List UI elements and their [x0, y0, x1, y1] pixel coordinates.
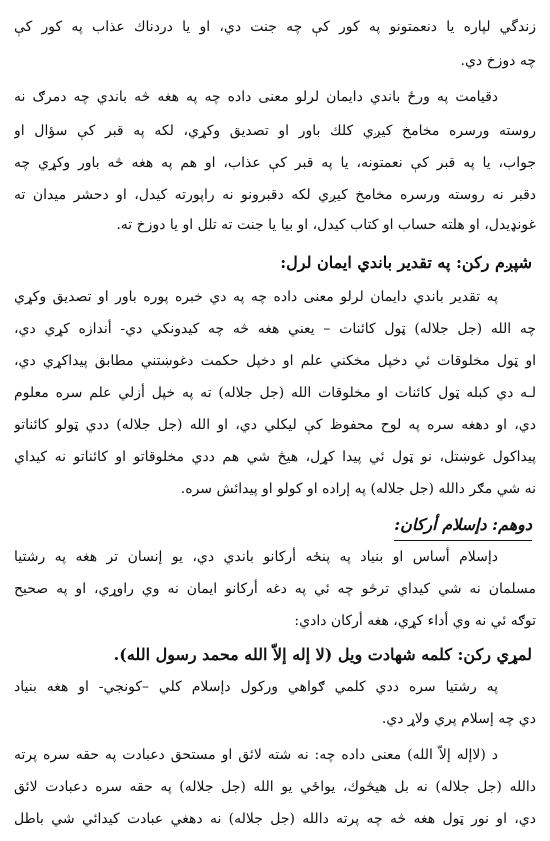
text-line: دقبر نه روسته ورسره مخامخ کيږي لکه دقبرونو نه راپورته کيدل، او دحشر ميدان ته — [14, 187, 536, 203]
text-line: او ټول مخلوقات ئي دخپل مخکني علم او دخپل حکمت دغوښتني مطابق پيداکړي دي، — [14, 353, 536, 369]
text-line: جواب، يا په قبر کې نعمتونه، يا په قبر کې عذاب، او هم په هغه څه باور وکړي چه — [14, 155, 536, 171]
text-line: په تقدير باندي دايمان لرلو معنى داده چه په دي خبره پوره باور او تصديق وکړي — [14, 289, 498, 305]
text-line: دي چه إسلام پري ولاړ دي. — [381, 711, 536, 727]
section-heading: دوهم: دإسلام أرکان: — [394, 510, 532, 541]
text-line: دالله (جل جلاله) نه بل هيڅوك، يواځي يو الله (جل جلاله) په حقه سره دعبادت لائق — [14, 779, 536, 795]
text-line: روسته ورسره مخامخ کيږي کلك باور او تصديق وکړي، لکه په قبر کې سؤال او — [14, 123, 536, 139]
text-line: مسلمان نه شي کيداي ترڅو چه ئي په دغه أرکانو ايمان نه وي راوړي، او په صحيح — [14, 581, 536, 597]
text-line: زندگي لپاره يا دنعمتونو په کور کې چه جنت دي، او يا دردناك عذاب په کور کې — [14, 19, 536, 35]
text-line: دي، او دهغه سره په لوح محفوظ کې ليکلي دي، او الله (جل جلاله) ددي ټولو کائناتو — [14, 417, 536, 433]
text-line: لـه دي کبله ټول کائنات او مخلوقات الله (جل جلاله) ته په خپل أزلي علم سره معلوم — [14, 385, 536, 401]
text-line: نه شي مګر دالله (جل جلاله) په إراده او کولو او پيدائش سره. — [180, 481, 536, 497]
section-heading: لمړي رکن: کلمه شهادت ويل (لا إله إلاّ الله محمد رسول الله). — [113, 645, 532, 664]
text-line: د (لاإله إلاّ الله) معنى داده چه: نه شته لائق او مستحق دعبادت په حقه سره پرته — [14, 747, 498, 763]
text-line: پيداکول غوښتل، نو ټول ئي پيدا کړل، هيڅ شي هم ددي مخلوقاتو او کائناتو نه کيداي — [14, 449, 536, 465]
text-line: دقيامت په ورځ باندي دايمان لرلو معنى داده چه په هغه څه باندي چه دمرګ نه — [14, 89, 498, 105]
text-line: غونډيدل، او هلته حساب او کتاب کيدل، او بيا يا جنت ته تلل او يا دوزخ ته. — [116, 217, 536, 233]
text-line: چه الله (جل جلاله) ټول کائنات – يعني هغه څه چه کيدونکي دي- أندازه کړي دي، — [14, 321, 536, 337]
text-line: په رشتيا سره ددي کلمي ګواهي ورکول دإسلام کلي –کونجي- او هغه بنياد — [14, 679, 498, 695]
text-line: چه دوزخ دي. — [460, 53, 536, 69]
text-line: دإسلام أساس او بنياد په پنځه أرکانو باندي دي، يو إنسان تر هغه په رشتيا — [14, 549, 498, 565]
text-line: توګه ئي نه وي أداء کړي، هغه أرکان دادي: — [294, 613, 536, 629]
text-line: دي، او نور ټول هغه څه چه پرته دالله (جل جلاله) نه دهغي عبادت کيدائي شي باطل — [14, 811, 536, 827]
section-heading: شپږم رکن: په تقدير باندي ايمان لرل: — [280, 253, 532, 272]
